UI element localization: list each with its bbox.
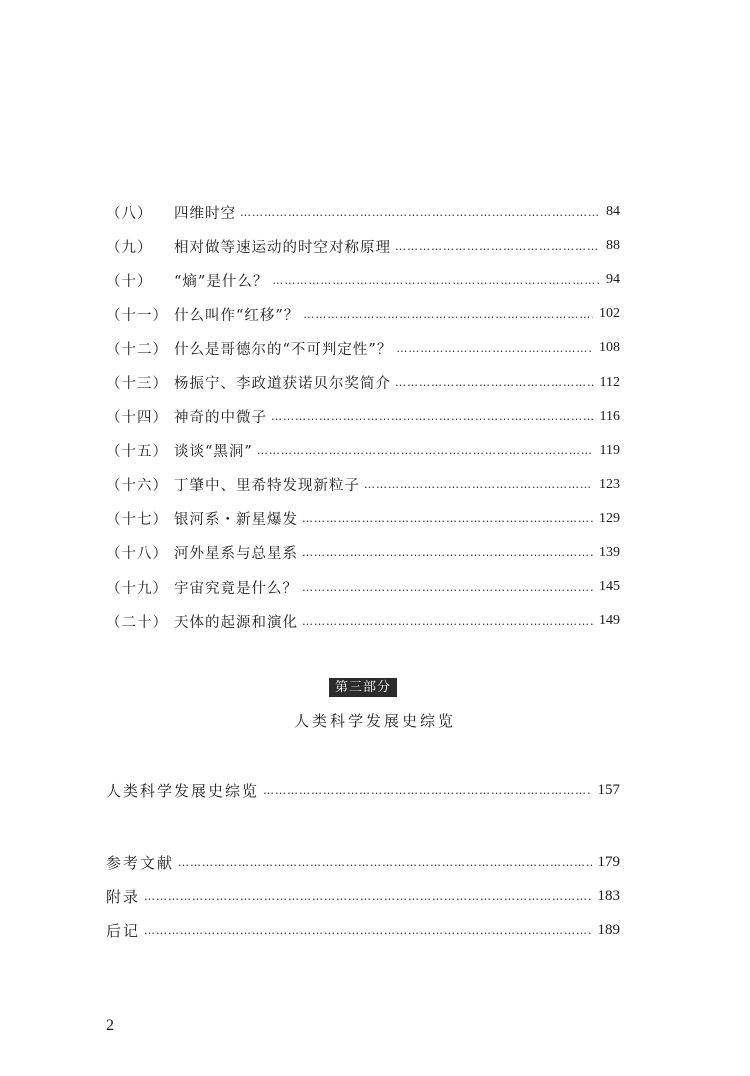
- toc-page-number: 157: [597, 781, 620, 798]
- toc-leader-dots: [257, 445, 594, 456]
- toc-row[interactable]: [106, 468, 620, 502]
- toc-leader-dots: [395, 377, 594, 388]
- toc-chapter-title: 神奇的中微子: [174, 410, 267, 427]
- toc-chapter-title: “熵”是什么？: [174, 273, 269, 290]
- toc-page-number: 112: [599, 374, 620, 390]
- toc-page-number: 94: [606, 272, 620, 288]
- toc-chapter-number: （十七）: [106, 512, 168, 529]
- toc-page-number: 139: [599, 544, 620, 560]
- toc-leader-dots: [302, 547, 593, 558]
- toc-leader-dots: [302, 616, 593, 627]
- toc-chapter-title: 谈谈“黑洞”: [174, 444, 253, 461]
- toc-row[interactable]: [106, 434, 620, 468]
- toc-entry-title: 参考文献: [106, 853, 175, 872]
- toc-page-number: 149: [599, 613, 620, 629]
- toc-chapter-number: （十二）: [106, 341, 168, 358]
- toc-chapter-number: （十五）: [106, 444, 168, 461]
- toc-row[interactable]: [106, 229, 620, 263]
- toc-entry-title: 后记: [106, 921, 141, 940]
- toc-row[interactable]: [106, 913, 620, 947]
- toc-chapter-number: （十九）: [106, 580, 168, 597]
- toc-page-number: 145: [599, 579, 620, 595]
- toc-row[interactable]: [106, 502, 620, 536]
- toc-page-number: 189: [597, 921, 620, 938]
- toc-chapter-number: （十四）: [106, 410, 168, 427]
- toc-chapter-title: 天体的起源和演化: [174, 614, 298, 631]
- toc-chapter-number: （十一）: [106, 307, 168, 324]
- toc-page-number: 102: [599, 306, 620, 322]
- toc-leader-dots: [302, 582, 593, 593]
- toc-chapter-title: 银河系・新星爆发: [174, 512, 298, 529]
- toc-leader-dots: [178, 857, 591, 868]
- toc-row[interactable]: [106, 400, 620, 434]
- toc-chapter-title: 什么是哥德尔的“不可判定性”？: [174, 341, 393, 358]
- toc-leader-dots: [395, 241, 600, 252]
- toc-section-back-matter: [106, 845, 620, 947]
- toc-leader-dots: [144, 891, 591, 902]
- toc-row[interactable]: [106, 773, 620, 807]
- toc-chapter-number: （八）: [106, 205, 153, 222]
- toc-section-part2: [106, 195, 620, 638]
- toc-chapter-title: 宇宙究竟是什么？: [174, 580, 298, 597]
- toc-page-number: 123: [599, 476, 620, 492]
- toc-chapter-number: （二十）: [106, 614, 168, 631]
- toc-page-number: 129: [599, 510, 620, 526]
- toc-leader-dots: [364, 479, 593, 490]
- toc-row[interactable]: [106, 263, 620, 297]
- toc-leader-dots: [302, 513, 593, 524]
- page-folio-number: 2: [106, 1017, 114, 1034]
- toc-leader-dots: [303, 309, 593, 320]
- toc-chapter-number: （十）: [106, 273, 153, 290]
- toc-leader-dots: [272, 275, 600, 286]
- toc-row[interactable]: [106, 297, 620, 331]
- toc-row[interactable]: [106, 570, 620, 604]
- toc-chapter-title: 杨振宁、李政道获诺贝尔奖简介: [174, 376, 391, 393]
- toc-chapter-title: 什么叫作“红移”？: [174, 307, 300, 324]
- part-subtitle: 人类科学发展史综览: [293, 712, 456, 730]
- toc-row[interactable]: [106, 845, 620, 879]
- toc-page-number: 116: [599, 408, 620, 424]
- toc-page-number: 88: [606, 238, 620, 254]
- toc-chapter-title: 河外星系与总星系: [174, 546, 298, 563]
- toc-chapter-number: （十六）: [106, 478, 168, 495]
- toc-leader-dots: [263, 785, 591, 796]
- toc-chapter-title: 相对做等速运动的时空对称原理: [174, 239, 391, 256]
- toc-chapter-title: 四维时空: [174, 205, 236, 222]
- toc-page-number: 183: [597, 887, 620, 904]
- toc-row[interactable]: [106, 195, 620, 229]
- toc-chapter-number: （九）: [106, 239, 153, 256]
- part-heading-badge: 第三部分: [329, 678, 397, 697]
- toc-section-part3: [106, 773, 620, 807]
- toc-leader-dots: [240, 207, 600, 218]
- toc-leader-dots: [144, 925, 591, 936]
- toc-page-number: 179: [597, 853, 620, 870]
- toc-row[interactable]: [106, 536, 620, 570]
- toc-chapter-number: （十八）: [106, 546, 168, 563]
- toc-chapter-number: （十三）: [106, 376, 168, 393]
- toc-page-number: 119: [599, 442, 620, 458]
- toc-chapter-title: 丁肇中、里希特发现新粒子: [174, 478, 360, 495]
- toc-entry-title: 附录: [106, 887, 141, 906]
- toc-leader-dots: [271, 411, 594, 422]
- toc-row[interactable]: [106, 365, 620, 399]
- toc-page-number: 84: [606, 204, 620, 220]
- toc-row[interactable]: [106, 604, 620, 638]
- toc-row[interactable]: [106, 331, 620, 365]
- toc-page-number: 108: [599, 340, 620, 356]
- toc-leader-dots: [396, 343, 593, 354]
- toc-entry-title: 人类科学发展史综览: [106, 781, 260, 800]
- toc-row[interactable]: [106, 879, 620, 913]
